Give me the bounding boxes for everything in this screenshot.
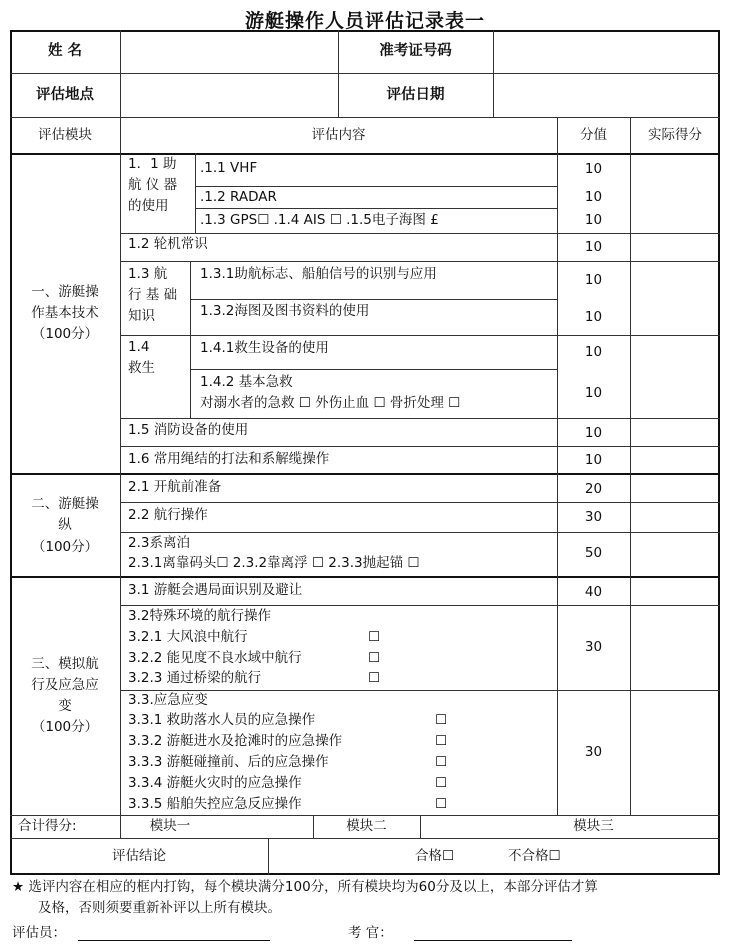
score-1-1-1: 10	[584, 161, 603, 177]
item-2-3-line2[interactable]: 2.3.1离靠码头☐ 2.3.2靠离浮 ☐ 2.3.3抛起锚 ☐	[128, 555, 420, 571]
score-1-5: 10	[584, 425, 603, 441]
checkbox-3-2-3[interactable]: ☐	[368, 670, 381, 686]
item-3-3-5: 3.3.5 船舶失控应急反应操作	[128, 796, 302, 812]
col-score: 分值	[580, 127, 607, 143]
score-3-2: 30	[584, 639, 603, 655]
module1-name-line1: 一、游艇操	[31, 284, 99, 300]
form-title: 游艇操作人员评估记录表一	[244, 10, 485, 32]
place-field[interactable]	[121, 76, 337, 116]
date-field[interactable]	[494, 76, 718, 116]
score-1-1-2: 10	[584, 189, 603, 205]
score-2-1: 20	[584, 481, 603, 497]
item-3-3-title: 3.3.应急应变	[128, 692, 208, 708]
score-1-4-1: 10	[584, 344, 603, 360]
score-3-3: 30	[584, 744, 603, 760]
item-3-1: 3.1 游艇会遇局面识别及避让	[128, 582, 303, 598]
module3-name-line2: 行及应急应	[31, 677, 99, 693]
item-1-4-1: 1.4.1救生设备的使用	[200, 340, 329, 356]
footnote-line1: ★ 选评内容在相应的框内打钩，每个模块满分100分，所有模块均为60分及以上，本部分评估才算	[12, 879, 598, 895]
item-1-3-2: 1.3.2海图及图书资料的使用	[200, 303, 370, 319]
module3-name-line1: 三、模拟航	[31, 656, 99, 672]
checkbox-3-2-2[interactable]: ☐	[368, 650, 381, 666]
item-1-4-2-line2[interactable]: 对溺水者的急救 ☐ 外伤止血 ☐ 骨折处理 ☐	[200, 395, 461, 411]
total-module1-label: 模块一	[149, 818, 191, 834]
conclusion-label: 评估结论	[112, 848, 166, 864]
item-1-4-line2: 救生	[128, 360, 155, 376]
module3-name-line3: 变	[58, 698, 72, 714]
item-2-1: 2.1 开航前准备	[128, 479, 222, 495]
score-1-1-3: 10	[584, 212, 603, 228]
item-3-2-1: 3.2.1 大风浪中航行	[128, 629, 248, 645]
date-label: 评估日期	[386, 87, 445, 103]
item-1-4-line1: 1.4	[128, 339, 150, 355]
module1-name-line3: （100分）	[31, 326, 99, 342]
item-1-3-line2: 行 基 础	[128, 287, 178, 303]
total-module3-label: 模块三	[573, 818, 614, 834]
checkbox-3-3-1[interactable]: ☐	[435, 712, 448, 728]
exam-number-field[interactable]	[494, 34, 718, 72]
total-score-label: 合计得分:	[18, 818, 77, 834]
checkbox-3-2-1[interactable]: ☐	[368, 629, 381, 645]
item-1-5: 1.5 消防设备的使用	[128, 422, 249, 438]
item-3-3-2: 3.3.2 游艇进水及抢滩时的应急操作	[128, 733, 343, 749]
exam-number-label: 准考证号码	[379, 43, 452, 59]
examiner-signature-line[interactable]	[414, 922, 572, 944]
item-1-3-1: 1.3.1助航标志、船舶信号的识别与应用	[200, 266, 437, 282]
pass-checkbox[interactable]: 合格☐	[415, 848, 455, 864]
score-3-1: 40	[584, 584, 603, 600]
fail-checkbox[interactable]: 不合格☐	[508, 848, 561, 864]
name-label: 姓 名	[47, 43, 83, 59]
item-3-3-4: 3.3.4 游艇火灾时的应急操作	[128, 775, 302, 791]
checkbox-3-3-4[interactable]: ☐	[435, 775, 448, 791]
item-3-2-title: 3.2特殊环境的航行操作	[128, 608, 271, 624]
score-1-6: 10	[584, 452, 603, 468]
score-1-4-2: 10	[584, 385, 603, 401]
item-2-2: 2.2 航行操作	[128, 507, 208, 523]
item-1-2: 1.2 轮机常识	[128, 236, 208, 252]
item-1-3-line1: 1.3 航	[128, 266, 168, 282]
module2-name-line2: 纵	[58, 517, 72, 533]
item-1-1-line3: 的使用	[128, 198, 169, 214]
place-label: 评估地点	[36, 87, 94, 103]
item-1-6: 1.6 常用绳结的打法和系解缆操作	[128, 451, 330, 467]
col-content: 评估内容	[311, 127, 366, 143]
score-1-2: 10	[584, 239, 603, 255]
total-module2-label: 模块二	[346, 818, 387, 834]
item-2-3-line1: 2.3系离泊	[128, 535, 190, 551]
checkbox-3-3-2[interactable]: ☐	[435, 733, 448, 749]
item-1-3-line3: 知识	[128, 308, 155, 324]
score-2-3: 50	[584, 545, 603, 561]
item-1-1-line2: 航 仪 器	[128, 177, 178, 193]
item-1-1-2: .1.2 RADAR	[200, 189, 277, 205]
item-1-4-2-line1: 1.4.2 基本急救	[200, 374, 293, 390]
module1-name-line2: 作基本技术	[31, 305, 99, 321]
module2-name-line1: 二、游艇操	[31, 496, 99, 512]
module2-name-line3: （100分）	[31, 539, 99, 555]
checkbox-3-3-3[interactable]: ☐	[435, 754, 448, 770]
checkbox-3-3-5[interactable]: ☐	[435, 796, 448, 812]
name-field[interactable]	[121, 34, 337, 72]
assessor-label: 评估员：	[12, 925, 66, 941]
footnote-line2: 及格，否则须要重新补评以上所有模块。	[38, 900, 281, 916]
item-1-1-line1: 1．1 助	[128, 156, 177, 172]
col-module: 评估模块	[38, 127, 92, 143]
examiner-label: 考 官：	[348, 925, 393, 941]
score-1-3-1: 10	[584, 272, 603, 288]
item-3-2-3: 3.2.3 通过桥梁的航行	[128, 670, 262, 686]
item-3-3-1: 3.3.1 救助落水人员的应急操作	[128, 712, 316, 728]
col-actual: 实际得分	[648, 127, 702, 143]
item-3-2-2: 3.2.2 能见度不良水域中航行	[128, 650, 302, 666]
item-1-1-3[interactable]: .1.3 GPS☐ .1.4 AIS ☐ .1.5电子海图 £	[200, 212, 439, 228]
module3-name-line4: （100分）	[31, 719, 99, 735]
score-1-3-2: 10	[584, 309, 603, 325]
item-3-3-3: 3.3.3 游艇碰撞前、后的应急操作	[128, 754, 329, 770]
item-1-1-1: .1.1 VHF	[200, 160, 258, 176]
assessor-signature-line[interactable]	[78, 922, 270, 944]
score-2-2: 30	[584, 509, 603, 525]
